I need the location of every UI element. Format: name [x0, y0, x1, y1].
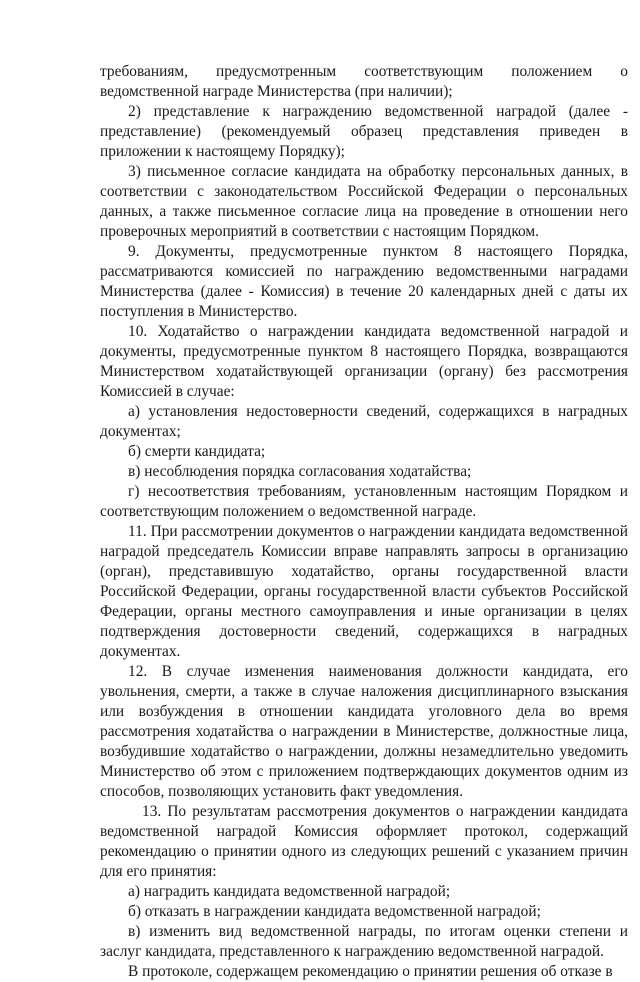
paragraph-subitem-a: а) установления недостоверности сведений, содержащихся в наградных документах;	[100, 403, 628, 440]
paragraph-clause-13: 13. По результатам рассмотрения документов о награждении кандидата ведомственной наградой Комиссия оформляет протокол, содержащий рекомендацию о принятии одного из следующих решений с указанием причин для его принятия:	[100, 803, 628, 880]
document-body	[100, 62, 628, 982]
paragraph-clause-10: 10. Ходатайство о награждении кандидата ведомственной наградой и документы, предусмотренные пунктом 8 настоящего Порядка, возвращаются Министерством ходатайствующей организации (органу) без рассмотрения Комиссией в случае:	[100, 323, 628, 400]
paragraph-item-3: 3) письменное согласие кандидата на обработку персональных данных, в соответствии с законодательством Российской Федерации о персональных данных, а также письменное согласие лица на проведение в отношении него проверочных мероприятий в соответствии с настоящим Порядком.	[100, 163, 628, 240]
paragraph-decision-b: б) отказать в награждении кандидата ведомственной наградой;	[128, 903, 541, 920]
paragraph-subitem-v: в) несоблюдения порядка согласования ходатайства;	[128, 463, 472, 480]
paragraph-clause-9: 9. Документы, предусмотренные пунктом 8 настоящего Порядка, рассматриваются комиссией по награждению ведомственными наградами Министерства (далее - Комиссия) в течение 20 календарных дней с даты их поступления в Министерство.	[100, 243, 628, 320]
paragraph-continuation: требованиям, предусмотренным соответствующим положением о ведомственной награде Министерства (при наличии);	[100, 63, 628, 100]
paragraph-clause-11: 11. При рассмотрении документов о награждении кандидата ведомственной наградой председатель Комиссии вправе направлять запросы в организацию (орган), представившую ходатайство, органы государственной власти Российской Федерации, органы государственной власти субъектов Российской Федерации, органы местного самоуправления и иные организации в целях подтверждения достоверности сведений, содержащихся в наградных документах.	[100, 523, 628, 660]
paragraph-subitem-g: г) несоответствия требованиям, установленным настоящим Порядком и соответствующим положением о ведомственной награде.	[100, 483, 628, 520]
paragraph-decision-a: а) наградить кандидата ведомственной наградой;	[128, 883, 451, 900]
paragraph-subitem-b: б) смерти кандидата;	[128, 443, 266, 460]
paragraph-decision-v: в) изменить вид ведомственной награды, по итогам оценки степени и заслуг кандидата, представленного к награждению ведомственной наградой.	[100, 923, 628, 960]
paragraph-item-2: 2) представление к награждению ведомственной наградой (далее - представление) (рекомендуемый образец представления приведен в приложении к настоящему Порядку);	[100, 103, 628, 160]
paragraph-clause-12: 12. В случае изменения наименования должности кандидата, его увольнения, смерти, а также в случае наложения дисциплинарного взыскания или возбуждения в отношении кандидата уголовного дела во время рассмотрения ходатайства о награждении в Министерстве, должностные лица, возбудившие ходатайство о награждении, должны незамедлительно уведомить Министерство об этом с приложением подтверждающих документов одним из способов, позволяющих установить факт уведомления.	[100, 663, 628, 800]
paragraph-protocol: В протоколе, содержащем рекомендацию о принятии решения об отказе в	[128, 963, 613, 980]
